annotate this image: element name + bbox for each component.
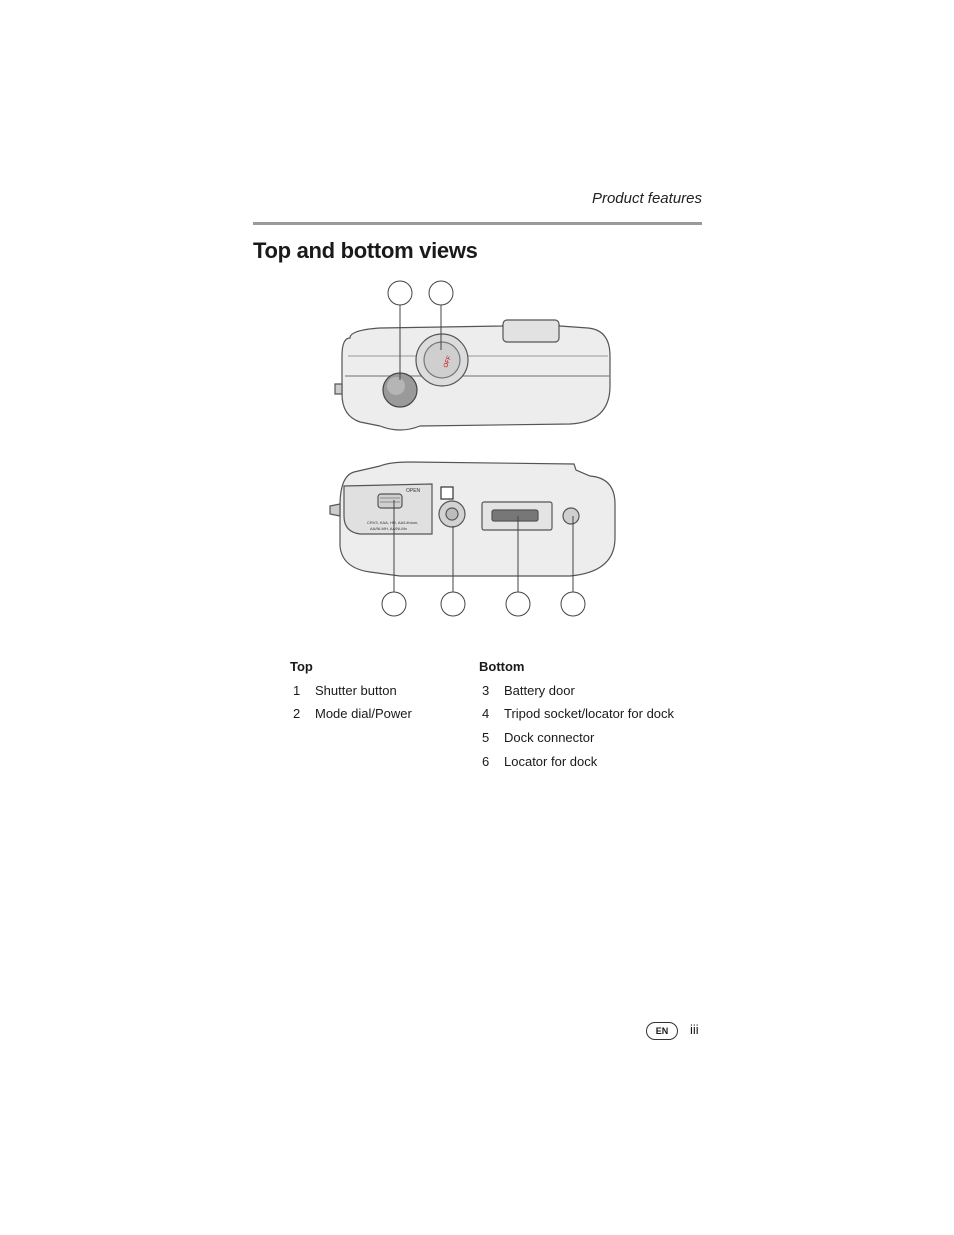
callout-circle-4 bbox=[441, 592, 465, 616]
legend-item-tripod-socket bbox=[482, 706, 674, 721]
legend-item-battery-door bbox=[482, 683, 575, 698]
legend-item-label: Tripod socket/locator for dock bbox=[504, 706, 675, 721]
callout-circle-6 bbox=[561, 592, 585, 616]
legend-top-heading: Top bbox=[290, 659, 313, 674]
camera-top-bottom-illustration bbox=[320, 276, 630, 621]
running-head: Product features bbox=[591, 190, 702, 207]
page-number: iii bbox=[690, 1022, 699, 1037]
locator-for-dock bbox=[563, 508, 579, 524]
header-rule bbox=[253, 222, 702, 225]
battery-text-line1: CRV3, KAA, HR, AA/Lithium, bbox=[367, 520, 419, 525]
callout-circle-2 bbox=[429, 281, 453, 305]
legend-item-label: Dock connector bbox=[504, 730, 595, 745]
camera-top-view bbox=[335, 320, 610, 430]
door-open-label: OPEN bbox=[406, 488, 421, 494]
legend-item-label: Locator for dock bbox=[504, 754, 598, 769]
dial-off-label: OFF bbox=[443, 355, 453, 369]
callout-circle-3 bbox=[382, 592, 406, 616]
legend-item-locator-for-dock bbox=[482, 754, 597, 769]
legend-item-number: 4 bbox=[482, 706, 490, 721]
battery-text-line2: AA/Ni-MH, AA/Ni-Mn bbox=[370, 526, 407, 531]
legend-item-dock-connector bbox=[482, 730, 594, 745]
legend-item-number: 5 bbox=[482, 730, 490, 745]
language-badge: EN bbox=[646, 1022, 678, 1040]
legend-item-shutter-button bbox=[293, 683, 397, 698]
page-title: Top and bottom views bbox=[253, 238, 478, 263]
legend-item-number: 3 bbox=[482, 683, 490, 698]
legend-item-number: 2 bbox=[293, 706, 301, 721]
camera-bottom-view bbox=[330, 462, 615, 576]
callout-circle-5 bbox=[506, 592, 530, 616]
callout-circle-1 bbox=[388, 281, 412, 305]
legend-item-label: Shutter button bbox=[315, 683, 397, 698]
legend-item-mode-dial bbox=[293, 706, 412, 721]
legend-bottom-heading: Bottom bbox=[479, 659, 525, 674]
legend-item-label: Mode dial/Power bbox=[315, 706, 412, 721]
legend-item-number: 1 bbox=[293, 683, 301, 698]
legend-item-number: 6 bbox=[482, 754, 490, 769]
legend-item-label: Battery door bbox=[504, 683, 575, 698]
